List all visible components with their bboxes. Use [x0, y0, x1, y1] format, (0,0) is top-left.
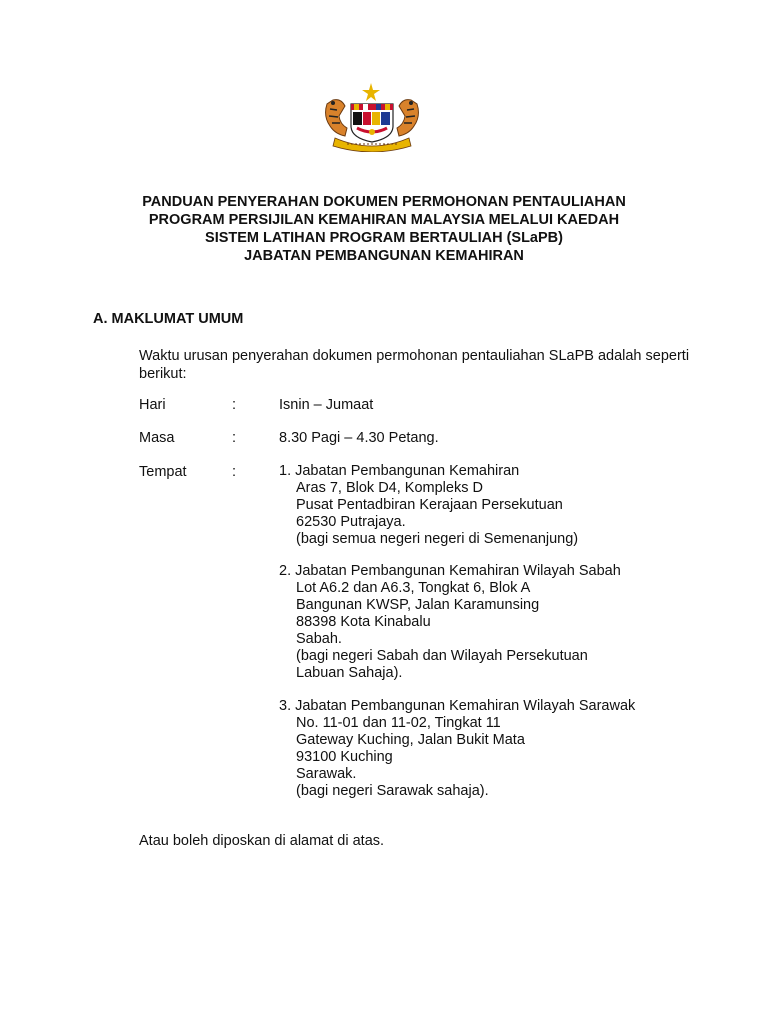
closing-note: Atau boleh diposkan di alamat di atas.: [139, 833, 385, 849]
address-block-putrajaya: [279, 463, 578, 548]
intro-paragraph: Waktu urusan penyerahan dokumen permohonan pentauliahan SLaPB adalah seperti berikut:: [139, 348, 690, 382]
address-line: 88398 Kota Kinabalu: [296, 614, 431, 630]
title-line: PROGRAM PERSIJILAN KEMAHIRAN MALAYSIA MELALUI KAEDAH: [148, 212, 620, 228]
address-line: Sarawak.: [296, 766, 357, 782]
section-heading: A. MAKLUMAT UMUM: [93, 311, 244, 327]
address-line: (bagi negeri Sabah dan Wilayah Persekutuan: [296, 648, 588, 664]
address-line: (bagi negeri Sarawak sahaja).: [296, 783, 489, 799]
title-line: SISTEM LATIHAN PROGRAM BERTAULIAH (SLaPB): [205, 230, 563, 246]
tempat-colon: :: [232, 464, 237, 480]
masa-value: 8.30 Pagi – 4.30 Petang.: [279, 430, 439, 446]
title-line: JABATAN PEMBANGUNAN KEMAHIRAN: [244, 248, 524, 264]
address-line: 1. Jabatan Pembangunan Kemahiran: [279, 463, 520, 479]
masa-label: Masa: [139, 430, 175, 446]
address-line: Bangunan KWSP, Jalan Karamunsing: [296, 597, 540, 613]
address-line: Sabah.: [296, 631, 342, 647]
hari-value: Isnin – Jumaat: [279, 397, 374, 413]
address-block-sabah: [279, 563, 621, 682]
document-title: [60, 193, 708, 265]
address-line: Gateway Kuching, Jalan Bukit Mata: [296, 732, 525, 748]
title-line: PANDUAN PENYERAHAN DOKUMEN PERMOHONAN PENTAULIAHAN: [142, 194, 626, 210]
address-line: Aras 7, Blok D4, Kompleks D: [296, 480, 483, 496]
address-line: 2. Jabatan Pembangunan Kemahiran Wilayah Sabah: [279, 563, 621, 579]
address-line: Labuan Sahaja).: [296, 665, 403, 681]
address-line: Lot A6.2 dan A6.3, Tongkat 6, Blok A: [296, 580, 531, 596]
masa-colon: :: [232, 430, 237, 446]
address-line: No. 11-01 dan 11-02, Tingkat 11: [296, 715, 501, 731]
coat-of-arms-icon: [321, 82, 423, 152]
hari-colon: :: [232, 397, 237, 413]
address-block-sarawak: [279, 698, 635, 800]
address-line: 93100 Kuching: [296, 749, 393, 765]
address-line: Pusat Pentadbiran Kerajaan Persekutuan: [296, 497, 563, 513]
tempat-label: Tempat: [139, 464, 187, 480]
address-line: 3. Jabatan Pembangunan Kemahiran Wilayah Sarawak: [279, 698, 636, 714]
address-line: (bagi semua negeri negeri di Semenanjung): [296, 531, 579, 547]
hari-label: Hari: [139, 397, 166, 413]
address-line: 62530 Putrajaya.: [296, 514, 406, 530]
